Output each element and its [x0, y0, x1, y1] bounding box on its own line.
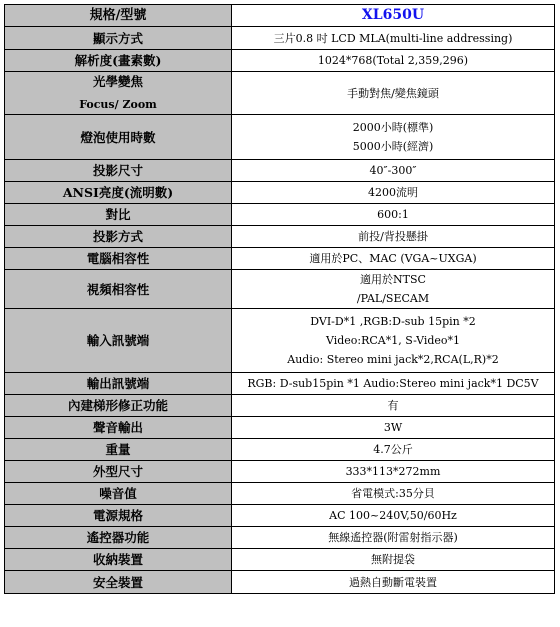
spec-value-line: 適用於NTSC: [360, 273, 426, 286]
spec-value: [232, 50, 555, 72]
spec-value-line: Video:RCA*1, S-Video*1: [325, 334, 461, 347]
table-row: [5, 204, 555, 226]
spec-value-line: DVI-D*1 ,RGB:D-sub 15pin *2: [310, 315, 476, 328]
spec-value: [232, 270, 555, 309]
table-row: [5, 439, 555, 461]
spec-label: [5, 571, 232, 594]
spec-label: [5, 461, 232, 483]
spec-label: [5, 50, 232, 72]
spec-label-line: 收納裝置: [92, 552, 143, 567]
spec-label: [5, 72, 232, 115]
spec-value: [232, 417, 555, 439]
table-row: [5, 115, 555, 160]
spec-value: [232, 505, 555, 527]
spec-label: [5, 417, 232, 439]
table-row: [5, 417, 555, 439]
spec-value: [232, 571, 555, 594]
spec-value: [232, 27, 555, 50]
spec-label-line: ANSI亮度(流明數): [62, 185, 174, 200]
spec-label: [5, 27, 232, 50]
spec-value-line: 333*113*272mm: [345, 465, 441, 478]
spec-label: [5, 527, 232, 549]
table-row: [5, 50, 555, 72]
spec-value-line: RGB: D-sub15pin *1 Audio:Stereo mini jack*1 DC5V: [247, 377, 539, 390]
spec-value-line: 適用於PC、MAC (VGA~UXGA): [309, 252, 477, 265]
spec-value: [232, 439, 555, 461]
spec-value-line: 過熱自動斷電裝置: [349, 575, 437, 589]
table-row: [5, 527, 555, 549]
spec-label: [5, 373, 232, 395]
spec-label-line: 外型尺寸: [92, 464, 143, 479]
spec-label: [5, 483, 232, 505]
spec-label-line: 光學變焦: [92, 74, 143, 89]
spec-value-line: 4.7公斤: [373, 443, 413, 456]
table-row-header: [5, 5, 555, 27]
table-row: [5, 270, 555, 309]
table-row: [5, 505, 555, 527]
spec-label: [5, 309, 232, 373]
spec-value: [232, 182, 555, 204]
spec-label: [5, 549, 232, 571]
table-row: [5, 549, 555, 571]
table-row: [5, 461, 555, 483]
spec-label: [5, 395, 232, 417]
spec-label-line: 重量: [105, 442, 131, 457]
spec-label-line: 電源規格: [92, 508, 143, 523]
spec-value-line: AC 100~240V,50/60Hz: [329, 509, 457, 522]
spec-value: [232, 309, 555, 373]
model-name: XL650U: [232, 5, 555, 27]
header-label: 規格/型號: [5, 5, 232, 27]
spec-label-line: 遙控器功能: [86, 530, 150, 545]
spec-value-line: 有: [387, 399, 399, 412]
spec-label: [5, 248, 232, 270]
spec-label-line: 投影尺寸: [92, 163, 143, 178]
spec-table: [4, 4, 555, 594]
table-row: [5, 226, 555, 248]
table-row: [5, 160, 555, 182]
spec-label: [5, 115, 232, 160]
spec-value: [232, 527, 555, 549]
spec-value-line: 2000小時(標準): [352, 121, 434, 134]
table-row: [5, 248, 555, 270]
spec-label-line: 顯示方式: [92, 30, 143, 46]
table-row: [5, 309, 555, 373]
spec-value: [232, 226, 555, 248]
spec-value: [232, 395, 555, 417]
spec-value-line: 600:1: [377, 208, 409, 221]
table-row: [5, 483, 555, 505]
spec-value: [232, 160, 555, 182]
spec-label-line: 輸入訊號端: [86, 333, 150, 348]
spec-label: [5, 226, 232, 248]
spec-value: [232, 483, 555, 505]
spec-value-line: 手動對焦/變焦鏡頭: [347, 86, 439, 100]
spec-label-line: 解析度(畫素數): [74, 53, 162, 68]
spec-label-line: 安全裝置: [92, 574, 143, 590]
spec-value-line: 3W: [383, 421, 403, 434]
spec-value: [232, 461, 555, 483]
spec-label-line: 燈泡使用時數: [80, 129, 156, 145]
spec-label-line: 對比: [105, 207, 131, 222]
spec-label: [5, 204, 232, 226]
spec-label-line: 噪音值: [99, 486, 137, 501]
spec-label-line: 視頻相容性: [86, 281, 150, 297]
spec-label-line: 投影方式: [92, 229, 143, 244]
spec-label: [5, 160, 232, 182]
table-row: [5, 27, 555, 50]
spec-label: [5, 439, 232, 461]
spec-value-line: 4200流明: [368, 186, 418, 199]
table-row: [5, 571, 555, 594]
spec-value-line: Audio: Stereo mini jack*2,RCA(L,R)*2: [287, 353, 499, 366]
spec-value-line: 三片0.8 吋 LCD MLA(multi-line addressing): [273, 31, 513, 45]
spec-value: [232, 373, 555, 395]
spec-value-line: /PAL/SECAM: [356, 292, 430, 305]
spec-label: [5, 270, 232, 309]
spec-value: [232, 248, 555, 270]
spec-value: [232, 72, 555, 115]
spec-label: [5, 505, 232, 527]
spec-value-line: 無附提袋: [371, 553, 415, 566]
spec-label-line: 內建梯形修正功能: [67, 398, 168, 413]
table-row: [5, 182, 555, 204]
spec-value-line: 1024*768(Total 2,359,296): [317, 54, 469, 67]
spec-value: [232, 549, 555, 571]
spec-value: [232, 115, 555, 160]
spec-value-line: 40″-300″: [369, 164, 417, 177]
spec-value-line: 無線遙控器(附雷射指示器): [328, 531, 458, 544]
table-row: [5, 72, 555, 115]
spec-value-line: 省電模式:35分貝: [351, 487, 435, 500]
spec-label: [5, 182, 232, 204]
spec-label-line: 電腦相容性: [86, 251, 150, 266]
spec-value: [232, 204, 555, 226]
table-row: [5, 395, 555, 417]
spec-value-line: 5000小時(經濟): [352, 140, 434, 153]
spec-label-line: 聲音輸出: [92, 420, 143, 435]
table-row: [5, 373, 555, 395]
spec-label-line: Focus/ Zoom: [79, 98, 157, 111]
spec-label-line: 輸出訊號端: [86, 376, 150, 391]
spec-value-line: 前投/背投懸掛: [358, 230, 428, 243]
